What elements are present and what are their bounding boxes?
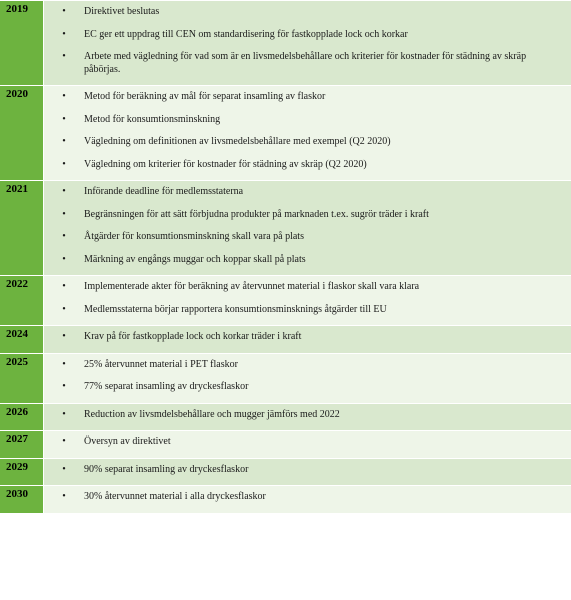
bullet-icon: •: [62, 436, 66, 447]
list-item: [44, 48, 571, 83]
bullet-icon: •: [62, 358, 66, 370]
list-item-text: Metod för beräkning av mål för separat insamling av flaskor: [84, 91, 326, 102]
list-item-text: Märkning av engångs muggar och koppar skall på plats: [84, 253, 306, 265]
year-items: [43, 181, 571, 275]
list-item: [44, 156, 571, 179]
list-item-text: Implementerade akter för beräkning av återvunnet material i flaskor skall vara klara: [84, 281, 420, 292]
list-item: [44, 488, 571, 511]
bullet-icon: •: [62, 331, 66, 342]
bullet-icon: •: [62, 6, 66, 17]
list-item: [44, 251, 571, 274]
year-label: 2024: [0, 326, 43, 353]
year-label: 2020: [0, 86, 43, 180]
year-items: [43, 354, 571, 403]
timeline-row-2024: [0, 325, 571, 353]
bullet-icon: •: [62, 28, 66, 40]
year-label: 2029: [0, 459, 43, 486]
list-item-text: Vägledning om definitionen av livsmedelsbehållare med exempel (Q2 2020): [84, 136, 391, 147]
timeline-row-2019: [0, 0, 571, 85]
list-item-text: Krav på för fastkopplade lock och korkar träder i kraft: [84, 331, 302, 342]
list-item: [44, 206, 571, 229]
timeline-row-2030: [0, 485, 571, 513]
list-item: [44, 133, 571, 156]
list-item-text: Arbete med vägledning för vad som är en livsmedelsbehållare och kriterier för kostnader för städning av skräp påbörjas.: [84, 51, 527, 75]
bullet-icon: •: [62, 91, 66, 102]
list-item-text: Översyn av direktivet: [84, 436, 171, 447]
list-item-text: EC ger ett uppdrag till CEN om standardisering för fastkopplade lock och korkar: [84, 28, 408, 40]
year-label: 2025: [0, 354, 43, 403]
list-item-text: Vägledning om kriterier för kostnader för städning av skräp (Q2 2020): [84, 158, 367, 170]
list-item: [44, 228, 571, 251]
year-items: [43, 431, 571, 458]
list-item-text: Reduction av livsmdelsbehållare och mugger jämförs med 2022: [84, 408, 340, 420]
bullet-icon: •: [62, 158, 66, 170]
bullet-icon: •: [62, 208, 66, 220]
list-item-text: Införande deadline för medlemsstaterna: [84, 186, 244, 197]
year-label: 2030: [0, 486, 43, 513]
bullet-icon: •: [62, 281, 66, 292]
timeline-row-2027: [0, 430, 571, 458]
bullet-icon: •: [62, 491, 66, 502]
year-label: 2021: [0, 181, 43, 275]
list-item: [44, 356, 571, 379]
list-item: [44, 328, 571, 351]
bullet-icon: •: [62, 381, 66, 392]
list-item: [44, 301, 571, 324]
list-item-text: Medlemsstaterna börjar rapportera konsumtionsminsknings åtgärder till EU: [84, 303, 387, 315]
list-item: [44, 406, 571, 429]
bullet-icon: •: [62, 231, 66, 242]
list-item-text: 77% separat insamling av dryckesflaskor: [84, 381, 249, 392]
timeline-row-2020: [0, 85, 571, 180]
list-item: [44, 111, 571, 134]
list-item: [44, 433, 571, 456]
year-items: [43, 404, 571, 431]
timeline-row-2022: [0, 275, 571, 325]
list-item-text: Begränsningen för att sätt förbjudna produkter på marknaden t.ex. sugrör träder i kraft: [84, 208, 429, 220]
bullet-icon: •: [62, 253, 66, 265]
year-label: 2027: [0, 431, 43, 458]
list-item-text: Åtgärder för konsumtionsminskning skall vara på plats: [84, 231, 304, 242]
year-items: [43, 86, 571, 180]
year-items: [43, 276, 571, 325]
list-item-text: Direktivet beslutas: [84, 6, 160, 17]
list-item: [44, 461, 571, 484]
list-item: [44, 88, 571, 111]
timeline-row-2026: [0, 403, 571, 431]
list-item-text: 25% återvunnet material i PET flaskor: [84, 358, 238, 370]
bullet-icon: •: [62, 303, 66, 315]
bullet-icon: •: [62, 113, 66, 125]
list-item-text: 30% återvunnet material i alla dryckesflaskor: [84, 491, 266, 502]
timeline-row-2021: [0, 180, 571, 275]
bullet-icon: •: [62, 51, 66, 62]
list-item: [44, 183, 571, 206]
bullet-icon: •: [62, 186, 66, 197]
year-label: 2026: [0, 404, 43, 431]
list-item: [44, 378, 571, 401]
list-item-text: Metod för konsumtionsminskning: [84, 113, 221, 125]
year-items: [43, 326, 571, 353]
bullet-icon: •: [62, 463, 66, 475]
list-item: [44, 278, 571, 301]
list-item: [44, 3, 571, 26]
list-item: [44, 26, 571, 49]
bullet-icon: •: [62, 408, 66, 420]
bullet-icon: •: [62, 136, 66, 147]
list-item-text: 90% separat insamling av dryckesflaskor: [84, 463, 249, 475]
year-label: 2019: [0, 1, 43, 85]
timeline-row-2025: [0, 353, 571, 403]
year-items: [43, 486, 571, 513]
year-items: [43, 1, 571, 85]
year-label: 2022: [0, 276, 43, 325]
year-items: [43, 459, 571, 486]
timeline-row-2029: [0, 458, 571, 486]
